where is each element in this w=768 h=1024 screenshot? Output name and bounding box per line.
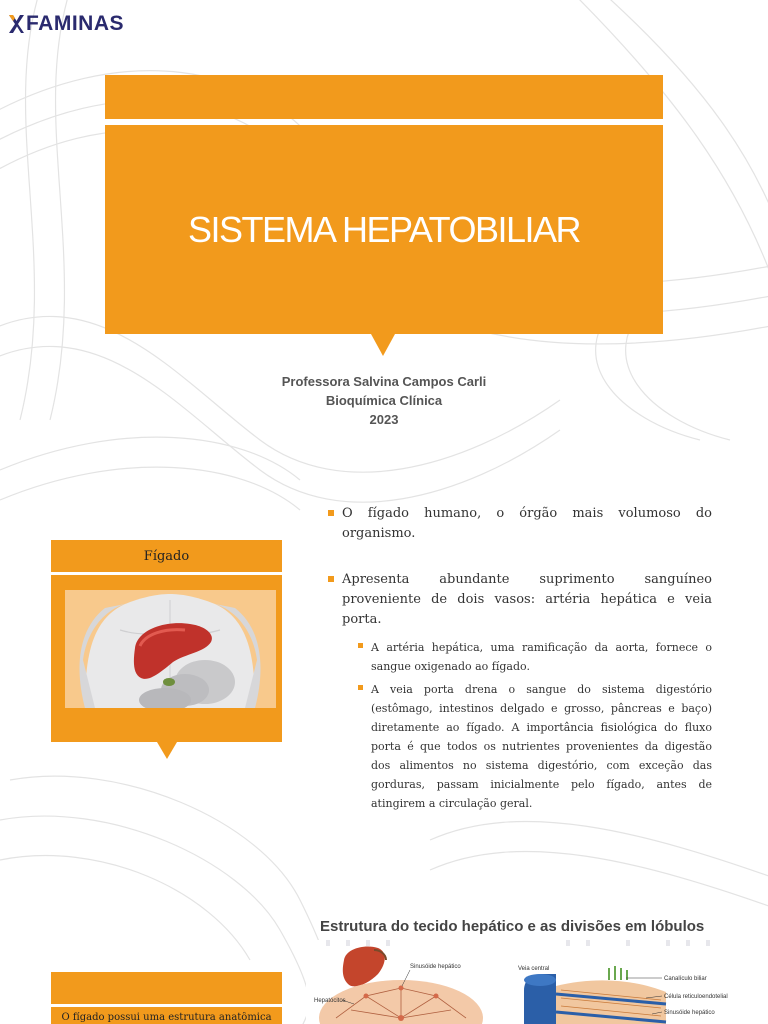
label-reticuloendothelial: Célula reticuloendotelial	[664, 994, 728, 1000]
bullet-item	[328, 570, 712, 630]
year-label: 2023	[369, 412, 399, 427]
sub-bullet-text: A veia porta drena o sangue do sistema digestório (estômago, intestinos delgado e grosso, pâncreas e baço) diretamente ao fígado. A importância fisiológica do fluxo porta é que todos os nutrientes provenientes da digestão dos alimentos no sistema digestório, com exceção das gorduras, passam inicialmente pelo fígado, antes de atingirem a circulação geral.	[371, 683, 712, 810]
sub-bullet-text: A artéria hepática, uma ramificação da aorta, fornece o sangue oxigenado ao fígado.	[371, 641, 712, 673]
label-sinusoid-right: Sinusóide hepático	[664, 1010, 715, 1016]
structure-card	[51, 972, 282, 1024]
figure-card-divider	[51, 572, 282, 575]
cover-subtitle	[234, 372, 534, 429]
sub-bullet-item	[358, 680, 712, 813]
label-central-vein: Veia central	[518, 966, 550, 972]
figure-card-pointer	[157, 742, 177, 759]
content-bullets	[328, 504, 712, 817]
label-hepatocytes: Hepatócitos	[314, 998, 346, 1004]
brand-name: FAMINAS	[26, 12, 124, 35]
label-bile-canaliculus: Canalículo biliar	[664, 976, 707, 982]
faminas-logo	[8, 12, 124, 36]
page-title: SISTEMA HEPATOBILIAR	[187, 208, 581, 250]
liver-anatomy-image	[65, 590, 276, 708]
structure-card-text: O fígado possui uma estrutura anatômica	[61, 1012, 272, 1023]
course-name: Bioquímica Clínica	[325, 393, 443, 408]
bullet-item	[328, 504, 712, 544]
label-sinusoid-left: Sinusóide hepático	[410, 964, 461, 970]
sub-bullet-square-icon	[358, 643, 363, 648]
section-heading: Estrutura do tecido hepático e as divisões em lóbulos	[320, 918, 705, 935]
x-mark-icon	[8, 13, 24, 35]
liver-figure-card	[51, 540, 282, 742]
author-name: Professora Salvina Campos Carli	[281, 374, 487, 389]
figure-card-title: Fígado	[143, 548, 190, 564]
bullet-text: O fígado humano, o órgão mais volumoso do organismo.	[342, 506, 712, 541]
title-banner-pointer	[371, 334, 395, 356]
bullet-square-icon	[328, 510, 334, 516]
liver-lobule-diagram	[306, 940, 736, 1024]
sub-bullet-item	[358, 638, 712, 676]
structure-card-divider	[51, 1004, 282, 1007]
bullet-text: Apresenta abundante suprimento sanguíneo proveniente de dois vasos: artéria hepática e veia porta.	[342, 572, 712, 627]
title-banner	[105, 125, 663, 334]
title-accent-strip	[105, 75, 663, 119]
sub-bullet-square-icon	[358, 685, 363, 690]
bullet-square-icon	[328, 576, 334, 582]
